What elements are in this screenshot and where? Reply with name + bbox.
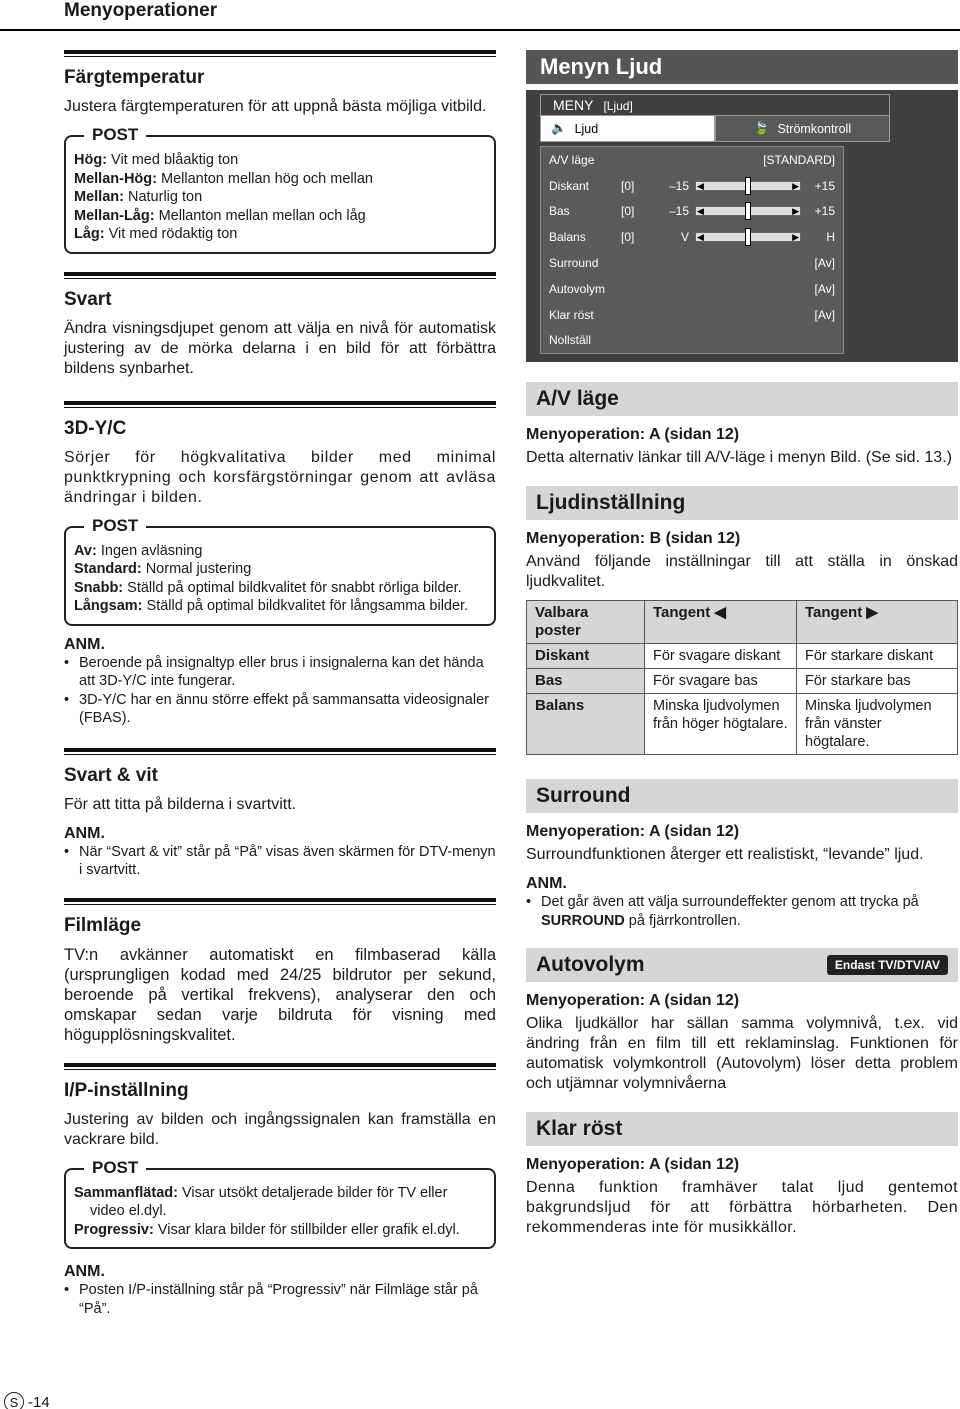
table-cell: För starkare bas	[797, 669, 958, 694]
menu-item-surround[interactable]	[541, 250, 843, 276]
post-item: Hög: Vit med blåaktig ton	[74, 152, 239, 168]
leaf-icon: 🍃	[753, 121, 770, 135]
menuoperation-label: Menyoperation: B (sidan 12)	[526, 530, 741, 548]
anm-label: ANM.	[64, 824, 105, 842]
menu-item-klar-rost[interactable]	[541, 302, 843, 328]
section-title-autovolym	[526, 948, 958, 982]
menuoperation-label: Menyoperation: A (sidan 12)	[526, 823, 740, 841]
post-item: Långsam: Ställd på optimal bildkvalitet för långsamma bilder.	[74, 598, 469, 614]
anm-label: ANM.	[64, 635, 105, 653]
autovolym-body: Olika ljudkällor har sällan samma volymnivå, t.ex. vid ändring från en film till ett reklaminslag. Funktionen för automatisk volymkontroll (Autovolym) löser detta problem och utjämnar volymnivåerna	[526, 1015, 958, 1093]
availability-badge: Endast TV/DTV/AV	[827, 955, 948, 975]
post-item: Snabb: Ställd på optimal bildkvalitet för snabbt rörliga bilder.	[74, 579, 462, 596]
menu-item-value: [0]	[621, 230, 635, 245]
left-arrow-icon: ◀	[697, 206, 704, 217]
post-label: POST	[84, 516, 146, 536]
table-row	[527, 669, 958, 694]
menu-item-autovolym[interactable]	[541, 276, 843, 302]
menu-item-balans[interactable]	[541, 224, 843, 250]
post-item: Mellan-Hög: Mellanton mellan hög och mellan	[74, 170, 373, 187]
menuoperation-label: Menyoperation: A (sidan 12)	[526, 426, 740, 444]
section-title-text: Ljudinställning	[536, 491, 686, 515]
table-cell: Bas	[527, 669, 645, 694]
slider-min: –15	[668, 204, 689, 219]
slider-max: +15	[814, 204, 835, 219]
table-cell: Diskant	[527, 644, 645, 669]
section-title-av-lage	[526, 382, 958, 416]
section-rule	[64, 272, 496, 279]
fargtemperatur-post-box	[64, 125, 496, 254]
post-label: POST	[84, 1158, 146, 1178]
post-label: POST	[84, 125, 146, 145]
menu-title-bar: Menyn Ljud	[526, 50, 958, 84]
table-row	[527, 694, 958, 755]
menu-item-nollstall[interactable]	[541, 328, 843, 354]
menu-item-label: Autovolym	[549, 281, 606, 296]
ljudinst-body: Använd följande inställningar till att ställa in önskad ljudkvalitet.	[526, 553, 958, 591]
page-title: Menyoperationer	[64, 0, 218, 21]
menuoperation-label: Menyoperation: A (sidan 12)	[526, 1156, 740, 1174]
menu-item-label: Surround	[549, 256, 599, 271]
left-arrow-icon: ◀	[697, 232, 704, 243]
menu-item-bas[interactable]	[541, 199, 843, 225]
slider-thumb[interactable]	[745, 228, 751, 246]
yc-post-box	[64, 515, 496, 626]
section-title-text: Surround	[536, 784, 631, 808]
menu-item-label: Bas	[549, 204, 570, 219]
left-column	[64, 50, 496, 1318]
table-cell: För svagare bas	[645, 669, 797, 694]
yc-body: Sörjer för högkvalitativa bilder med minimal punktkrypning och korsfärgstörningar genom att avläsa ändringar i bilden.	[64, 448, 496, 506]
post-item: Standard: Normal justering	[74, 561, 252, 577]
avlage-body: Detta alternativ länkar till A/V-läge i menyn Bild. (Se sid. 13.)	[526, 449, 952, 467]
section-title-fargtemperatur: Färgtemperatur	[64, 67, 205, 88]
surround-body: Surroundfunktionen återger ett realistiskt, “levande” ljud.	[526, 846, 924, 864]
bas-slider[interactable]	[695, 206, 801, 216]
menu-item-value: [STANDARD]	[763, 152, 835, 167]
page-number	[4, 1392, 50, 1409]
settings-table	[526, 600, 958, 755]
language-circle: S	[4, 1392, 24, 1409]
svartvit-body: För att titta på bilderna i svartvitt.	[64, 795, 297, 813]
menu-item-value: [Av]	[814, 307, 835, 322]
section-rule	[64, 401, 496, 408]
section-title-svart: Svart	[64, 288, 112, 310]
note-item: • Posten I/P-inställning står på “Progressiv” när Filmläge står på “På”.	[64, 1281, 496, 1318]
post-item: Av: Ingen avläsning	[74, 542, 203, 559]
menu-item-label: Klar röst	[549, 307, 594, 322]
post-item: Sammanflätad: Visar utsökt detaljerade bilder för TV eller video el.dyl.	[74, 1184, 448, 1219]
table-cell: Minska ljudvolymen från vänster högtalare.	[797, 694, 958, 755]
section-title-filmlage: Filmläge	[64, 914, 142, 936]
svart-body: Ändra visningsdjupet genom att välja en nivå för automatisk justering av de mörka delarna i en bild för att förbättra bildens synbarhet.	[64, 319, 496, 377]
table-row	[527, 644, 958, 669]
table-cell: Balans	[527, 694, 645, 755]
ip-body: Justering av bilden och ingångssignalen kan framställa en vackrare bild.	[64, 1110, 496, 1148]
slider-max: +15	[814, 178, 835, 193]
table-header-cell: Tangent ▶	[797, 601, 958, 644]
diskant-slider[interactable]	[695, 181, 801, 191]
post-item: Låg: Vit med rödaktig ton	[74, 226, 238, 242]
anm-label: ANM.	[526, 875, 567, 893]
speaker-icon: 🔈	[551, 121, 567, 135]
menu-item-av-lage[interactable]	[541, 147, 843, 173]
slider-max: H	[826, 230, 835, 245]
section-title-svart-vit: Svart & vit	[64, 764, 158, 786]
page-number-text: -14	[28, 1393, 50, 1409]
menu-item-value: [Av]	[814, 281, 835, 296]
slider-min: V	[680, 230, 689, 245]
table-cell: För svagare diskant	[645, 644, 797, 669]
section-title-ip: I/P-inställning	[64, 1079, 189, 1101]
ip-post-box	[64, 1157, 496, 1250]
menu-screenshot	[526, 90, 958, 362]
section-title-3d-yc: 3D-Y/C	[64, 417, 127, 439]
section-rule	[64, 748, 496, 755]
menu-item-label: Nollställ	[549, 333, 592, 348]
slider-min: –15	[668, 178, 689, 193]
menu-item-label: Diskant	[549, 178, 590, 193]
slider-thumb[interactable]	[745, 177, 751, 195]
note-item: • Beroende på insignaltyp eller brus i insignalerna kan det hända att 3D-Y/C inte fungerar.	[64, 654, 496, 691]
post-item: Mellan-Låg: Mellanton mellan mellan och låg	[74, 207, 366, 224]
note-item: • Det går även att välja surroundeffekter genom att trycka på SURROUND på fjärrkontrollen.	[526, 893, 958, 930]
table-header-cell: Valbara poster	[527, 601, 645, 644]
menu-tabs	[540, 115, 890, 142]
anm-label: ANM.	[64, 1263, 105, 1280]
table-header-cell: Tangent ◀	[645, 601, 797, 644]
section-title-surround	[526, 779, 958, 813]
note-item: • 3D-Y/C har en ännu större effekt på sammansatta videosignaler (FBAS).	[64, 691, 496, 728]
menu-header	[540, 94, 890, 115]
right-arrow-icon: ▶	[792, 232, 799, 243]
tab-ljud-label: Ljud	[574, 121, 599, 136]
menu-item-value: [0]	[621, 204, 635, 219]
menu-item-value: [Av]	[814, 256, 835, 271]
right-column	[526, 50, 958, 1238]
balans-slider[interactable]	[695, 232, 801, 242]
section-rule	[64, 898, 496, 905]
filmlage-body: TV:n avkänner automatiskt en filmbaserad källa (ursprungligen kodad med 24/25 bildrutor per sekund, beroende på vertikal frekvens), analyserar den och omskapar sedan varje bildruta för visning med högupplösningskvalitet.	[64, 945, 496, 1044]
tab-stromkontroll-label: Strömkontroll	[777, 121, 852, 136]
section-title-text: A/V läge	[536, 387, 619, 411]
top-rule	[0, 29, 960, 31]
right-arrow-icon: ▶	[792, 206, 799, 217]
table-cell: Minska ljudvolymen från höger högtalare.	[645, 694, 797, 755]
menu-item-label: A/V läge	[549, 152, 595, 167]
tab-stromkontroll[interactable]	[715, 115, 890, 142]
menu-header-label: MENY	[553, 97, 594, 113]
menu-item-diskant[interactable]	[541, 173, 843, 199]
menu-list	[540, 146, 844, 354]
menu-item-label: Balans	[549, 230, 586, 245]
left-arrow-icon: ◀	[697, 180, 704, 191]
section-title-klar-rost	[526, 1112, 958, 1146]
post-item: Mellan: Naturlig ton	[74, 189, 203, 205]
note-item: • När “Svart & vit” står på “På” visas även skärmen för DTV-menyn i svartvitt.	[64, 843, 496, 880]
section-rule	[64, 50, 496, 57]
table-cell: För starkare diskant	[797, 644, 958, 669]
post-item: Progressiv: Visar klara bilder för stillbilder eller grafik el.dyl.	[74, 1221, 460, 1238]
section-title-ljudinstallning	[526, 486, 958, 520]
menuoperation-label: Menyoperation: A (sidan 12)	[526, 992, 740, 1010]
klarrost-body: Denna funktion framhäver talat ljud gentemot bakgrundsljud för att förbättra hörbarheten. Den rekommenderas inte för musikkällor.	[526, 1179, 958, 1237]
tab-ljud[interactable]	[540, 115, 715, 142]
right-arrow-icon: ▶	[792, 180, 799, 191]
slider-thumb[interactable]	[745, 202, 751, 220]
menu-header-sub: [Ljud]	[603, 99, 633, 113]
section-title-text: Klar röst	[536, 1117, 623, 1141]
table-header-row	[527, 601, 958, 644]
section-rule	[64, 1063, 496, 1070]
menu-item-value: [0]	[621, 178, 635, 193]
section-title-text: Autovolym	[536, 953, 645, 977]
fargtemperatur-body: Justera färgtemperaturen för att uppnå bästa möjliga vitbild.	[64, 98, 487, 115]
